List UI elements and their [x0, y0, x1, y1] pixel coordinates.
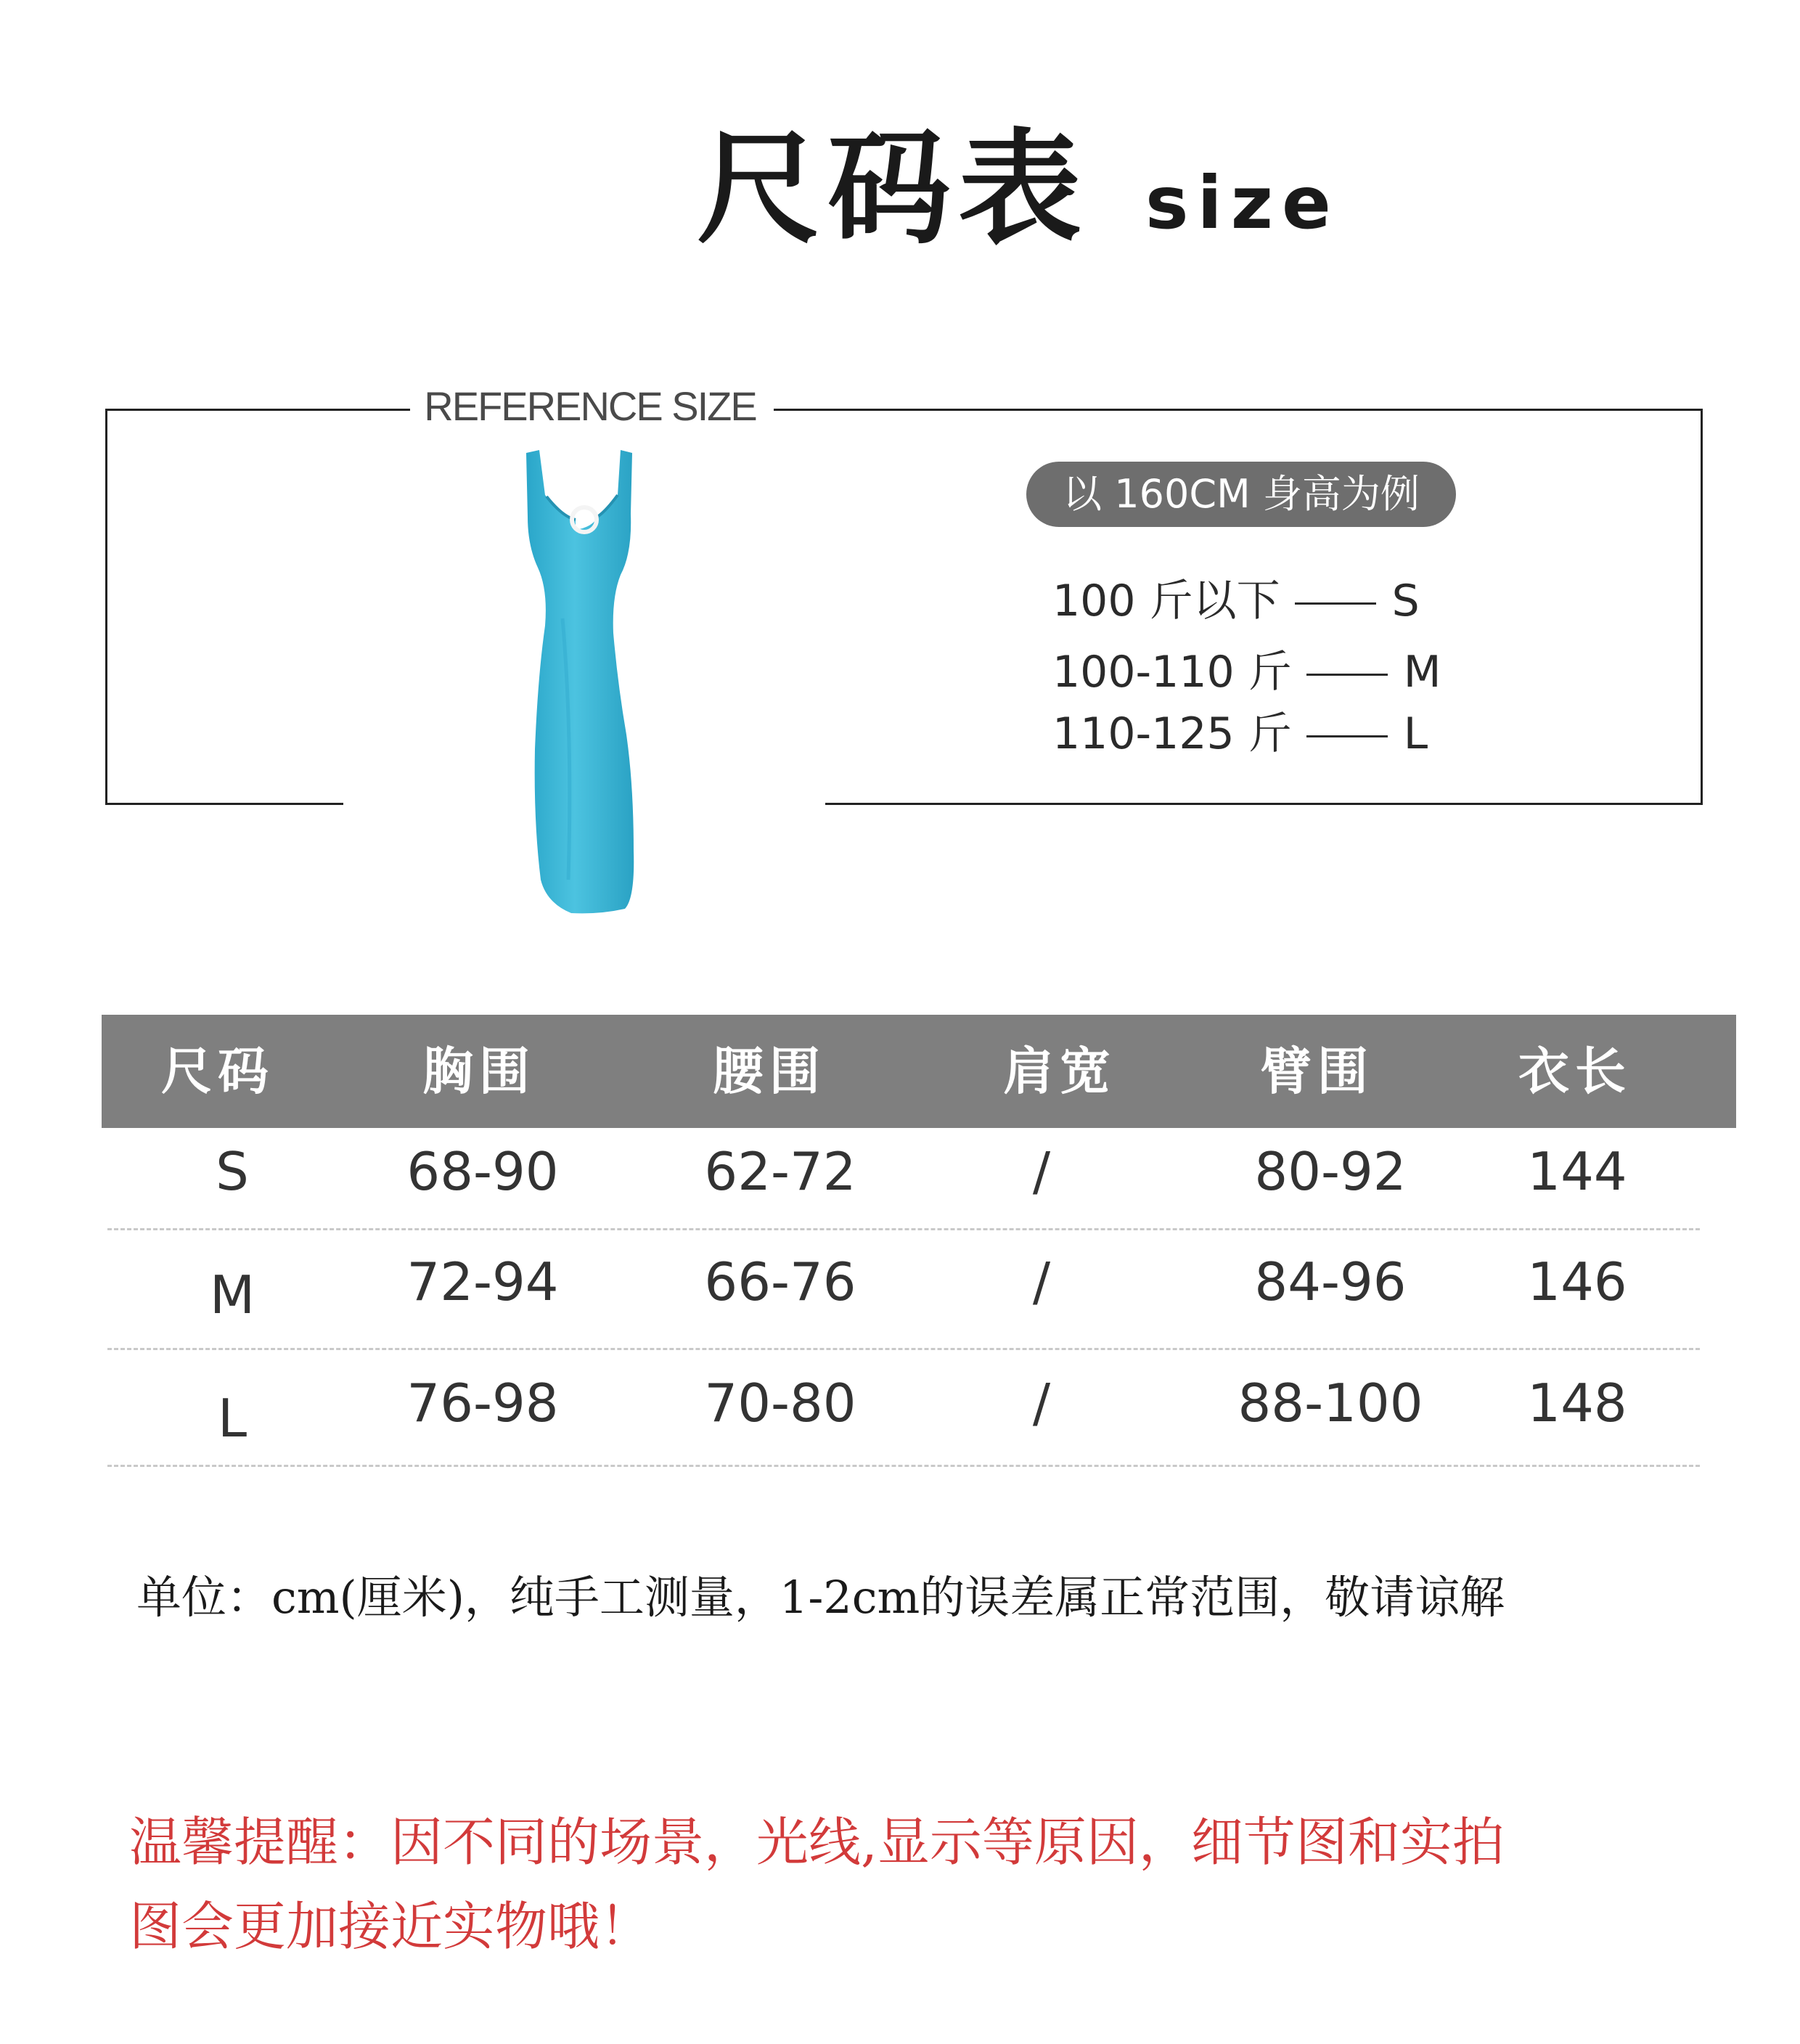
ref-box-right-edge: [1701, 409, 1703, 805]
warm-tip-line-2: 图会更加接近实物哦！: [129, 1896, 652, 1957]
table-cell-length: 148: [1527, 1373, 1627, 1434]
header-shoulder: 肩宽: [1003, 1041, 1116, 1101]
header-size: 尺码: [161, 1041, 274, 1101]
ref-box-bottom-left-line: [105, 803, 343, 805]
measurement-note: 单位：cm(厘米)，纯手工测量，1-2cm的误差属正常范围，敬请谅解: [136, 1571, 1505, 1624]
table-cell-bust: 72-94: [406, 1251, 559, 1312]
guide-size: L: [1403, 708, 1428, 759]
guide-dash: [1295, 602, 1376, 605]
guide-dash: [1306, 735, 1388, 737]
table-cell-bust: 68-90: [406, 1141, 559, 1202]
table-cell-size: L: [217, 1388, 248, 1449]
guide-row-m: [1052, 647, 1441, 698]
guide-weight: 110-125 斤: [1052, 708, 1292, 759]
table-cell-length: 146: [1527, 1251, 1627, 1312]
header-bust: 胸围: [422, 1041, 536, 1101]
page-title: 尺码表: [697, 116, 1089, 261]
row-separator: [107, 1348, 1700, 1350]
reference-size-label: REFERENCE SIZE: [412, 383, 768, 430]
table-cell-length: 144: [1527, 1141, 1627, 1202]
dress-image: [512, 444, 657, 923]
table-cell-shoulder: /: [1032, 1141, 1051, 1202]
warm-tip-line-1: 温馨提醒：因不同的场景，光线,显示等原因，细节图和实拍: [129, 1812, 1505, 1873]
guide-dash: [1306, 674, 1388, 676]
row-separator: [107, 1465, 1700, 1467]
page-title-english: size: [1145, 160, 1340, 245]
ref-box-left-edge: [105, 409, 107, 805]
guide-row-l: [1052, 708, 1428, 759]
ref-box-top-right-line: [774, 409, 1703, 411]
guide-weight: 100 斤以下: [1052, 576, 1280, 626]
guide-weight: 100-110 斤: [1052, 647, 1292, 698]
row-separator: [107, 1228, 1700, 1230]
header-waist: 腰围: [713, 1041, 826, 1101]
table-cell-arm: 88-100: [1238, 1373, 1423, 1434]
table-cell-waist: 70-80: [704, 1373, 856, 1434]
table-cell-shoulder: /: [1032, 1251, 1051, 1312]
table-cell-bust: 76-98: [406, 1373, 559, 1434]
table-cell-shoulder: /: [1032, 1373, 1051, 1434]
guide-size: M: [1403, 647, 1441, 698]
ref-box-top-left-line: [105, 409, 410, 411]
table-cell-size: S: [216, 1141, 249, 1202]
table-cell-waist: 62-72: [704, 1141, 856, 1202]
table-cell-waist: 66-76: [704, 1251, 856, 1312]
height-badge: 以 160CM 身高为例: [1026, 462, 1456, 527]
table-cell-arm: 80-92: [1254, 1141, 1407, 1202]
guide-size: S: [1391, 576, 1420, 626]
ref-box-bottom-right-line: [825, 803, 1703, 805]
table-cell-arm: 84-96: [1254, 1251, 1407, 1312]
header-arm: 臂围: [1261, 1041, 1374, 1101]
guide-row-s: [1052, 576, 1420, 626]
table-cell-size: M: [209, 1264, 255, 1325]
header-length: 衣长: [1518, 1041, 1632, 1101]
